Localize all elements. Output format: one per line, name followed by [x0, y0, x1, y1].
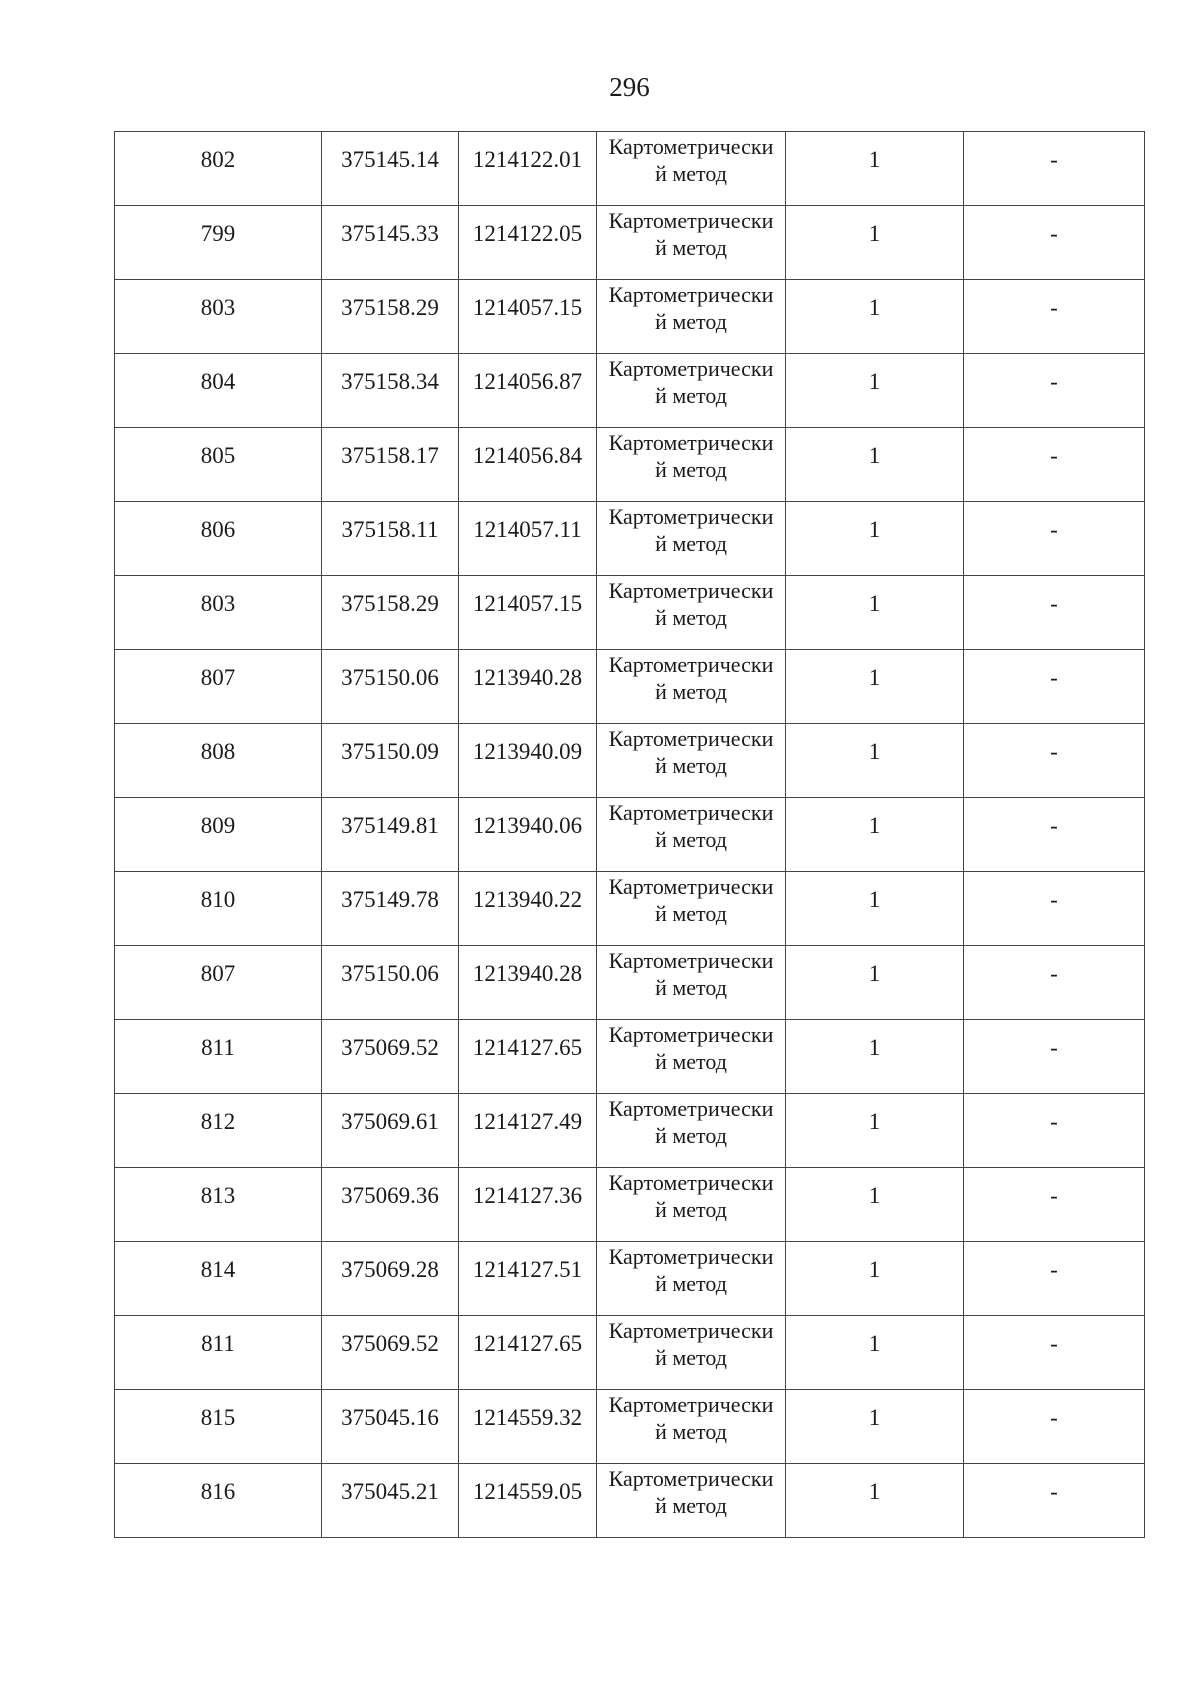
method-line-2: й метод — [655, 1049, 727, 1074]
method-line-2: й метод — [655, 753, 727, 778]
method-text — [601, 1391, 781, 1445]
method-line-2: й метод — [655, 1123, 727, 1148]
note-cell: - — [964, 502, 1145, 576]
method-text — [601, 873, 781, 927]
x-coordinate-cell: 375069.52 — [322, 1020, 459, 1094]
method-line-1: Картометрически — [608, 874, 774, 899]
accuracy-cell: 1 — [786, 1464, 964, 1538]
method-line-1: Картометрически — [608, 282, 774, 307]
table-row — [115, 428, 1145, 502]
method-line-2: й метод — [655, 1271, 727, 1296]
point-number-cell: 803 — [115, 576, 322, 650]
method-cell — [597, 206, 786, 280]
point-number-cell: 813 — [115, 1168, 322, 1242]
method-line-2: й метод — [655, 901, 727, 926]
method-cell — [597, 1390, 786, 1464]
method-cell — [597, 650, 786, 724]
method-line-1: Картометрически — [608, 578, 774, 603]
y-coordinate-cell: 1213940.28 — [459, 946, 597, 1020]
y-coordinate-cell: 1213940.22 — [459, 872, 597, 946]
method-cell — [597, 354, 786, 428]
y-coordinate-cell: 1214057.11 — [459, 502, 597, 576]
x-coordinate-cell: 375145.14 — [322, 132, 459, 206]
method-line-2: й метод — [655, 1345, 727, 1370]
y-coordinate-cell: 1214559.32 — [459, 1390, 597, 1464]
method-text — [601, 947, 781, 1001]
accuracy-cell: 1 — [786, 872, 964, 946]
method-line-2: й метод — [655, 1197, 727, 1222]
accuracy-cell: 1 — [786, 1094, 964, 1168]
y-coordinate-cell: 1214056.84 — [459, 428, 597, 502]
point-number-cell: 811 — [115, 1316, 322, 1390]
y-coordinate-cell: 1214559.05 — [459, 1464, 597, 1538]
accuracy-cell: 1 — [786, 280, 964, 354]
y-coordinate-cell: 1214056.87 — [459, 354, 597, 428]
method-text — [601, 207, 781, 261]
method-line-1: Картометрически — [608, 800, 774, 825]
method-text — [601, 1243, 781, 1297]
y-coordinate-cell: 1214127.49 — [459, 1094, 597, 1168]
method-line-2: й метод — [655, 531, 727, 556]
y-coordinate-cell: 1214127.36 — [459, 1168, 597, 1242]
point-number-cell: 803 — [115, 280, 322, 354]
note-cell: - — [964, 1242, 1145, 1316]
note-cell: - — [964, 206, 1145, 280]
method-line-1: Картометрически — [608, 356, 774, 381]
y-coordinate-cell: 1214057.15 — [459, 576, 597, 650]
x-coordinate-cell: 375158.29 — [322, 280, 459, 354]
method-cell — [597, 280, 786, 354]
method-line-2: й метод — [655, 1419, 727, 1444]
accuracy-cell: 1 — [786, 502, 964, 576]
note-cell: - — [964, 132, 1145, 206]
note-cell: - — [964, 650, 1145, 724]
point-number-cell: 810 — [115, 872, 322, 946]
method-line-2: й метод — [655, 457, 727, 482]
method-text — [601, 651, 781, 705]
x-coordinate-cell: 375150.09 — [322, 724, 459, 798]
accuracy-cell: 1 — [786, 428, 964, 502]
method-cell — [597, 1020, 786, 1094]
table-row — [115, 798, 1145, 872]
table-row — [115, 1390, 1145, 1464]
method-line-1: Картометрически — [608, 948, 774, 973]
method-line-1: Картометрически — [608, 208, 774, 233]
method-line-2: й метод — [655, 1493, 727, 1518]
table-row — [115, 1020, 1145, 1094]
note-cell: - — [964, 576, 1145, 650]
method-line-1: Картометрически — [608, 1244, 774, 1269]
table-row — [115, 1168, 1145, 1242]
x-coordinate-cell: 375069.36 — [322, 1168, 459, 1242]
method-text — [601, 355, 781, 409]
x-coordinate-cell: 375069.61 — [322, 1094, 459, 1168]
method-line-1: Картометрически — [608, 504, 774, 529]
note-cell: - — [964, 1316, 1145, 1390]
coordinates-table — [114, 131, 1145, 1538]
method-text — [601, 133, 781, 187]
table-row — [115, 354, 1145, 428]
method-line-1: Картометрически — [608, 1466, 774, 1491]
x-coordinate-cell: 375149.78 — [322, 872, 459, 946]
method-line-2: й метод — [655, 161, 727, 186]
y-coordinate-cell: 1213940.09 — [459, 724, 597, 798]
method-text — [601, 799, 781, 853]
point-number-cell: 804 — [115, 354, 322, 428]
table-row — [115, 1316, 1145, 1390]
table-row — [115, 502, 1145, 576]
method-cell — [597, 724, 786, 798]
method-text — [601, 1021, 781, 1075]
accuracy-cell: 1 — [786, 1020, 964, 1094]
point-number-cell: 809 — [115, 798, 322, 872]
accuracy-cell: 1 — [786, 576, 964, 650]
method-line-2: й метод — [655, 605, 727, 630]
note-cell: - — [964, 1020, 1145, 1094]
point-number-cell: 799 — [115, 206, 322, 280]
table-row — [115, 1094, 1145, 1168]
method-cell — [597, 1464, 786, 1538]
x-coordinate-cell: 375158.11 — [322, 502, 459, 576]
method-text — [601, 1169, 781, 1223]
note-cell: - — [964, 1094, 1145, 1168]
method-line-1: Картометрически — [608, 1096, 774, 1121]
point-number-cell: 807 — [115, 650, 322, 724]
method-line-1: Картометрически — [608, 1318, 774, 1343]
table-body — [115, 132, 1145, 1538]
method-text — [601, 577, 781, 631]
point-number-cell: 812 — [115, 1094, 322, 1168]
accuracy-cell: 1 — [786, 132, 964, 206]
method-line-2: й метод — [655, 975, 727, 1000]
method-cell — [597, 1242, 786, 1316]
note-cell: - — [964, 1168, 1145, 1242]
point-number-cell: 806 — [115, 502, 322, 576]
point-number-cell: 802 — [115, 132, 322, 206]
accuracy-cell: 1 — [786, 650, 964, 724]
y-coordinate-cell: 1213940.06 — [459, 798, 597, 872]
table-row — [115, 650, 1145, 724]
y-coordinate-cell: 1214127.51 — [459, 1242, 597, 1316]
table-row — [115, 1242, 1145, 1316]
note-cell: - — [964, 872, 1145, 946]
method-cell — [597, 428, 786, 502]
y-coordinate-cell: 1214057.15 — [459, 280, 597, 354]
point-number-cell: 816 — [115, 1464, 322, 1538]
note-cell: - — [964, 354, 1145, 428]
method-cell — [597, 1316, 786, 1390]
table-row — [115, 206, 1145, 280]
x-coordinate-cell: 375149.81 — [322, 798, 459, 872]
method-line-2: й метод — [655, 235, 727, 260]
x-coordinate-cell: 375069.28 — [322, 1242, 459, 1316]
accuracy-cell: 1 — [786, 206, 964, 280]
y-coordinate-cell: 1214127.65 — [459, 1316, 597, 1390]
table-row — [115, 280, 1145, 354]
table-row — [115, 946, 1145, 1020]
method-cell — [597, 132, 786, 206]
method-line-1: Картометрически — [608, 1392, 774, 1417]
method-line-2: й метод — [655, 309, 727, 334]
x-coordinate-cell: 375150.06 — [322, 650, 459, 724]
x-coordinate-cell: 375150.06 — [322, 946, 459, 1020]
x-coordinate-cell: 375045.21 — [322, 1464, 459, 1538]
method-line-1: Картометрически — [608, 1170, 774, 1195]
method-text — [601, 429, 781, 483]
table-row — [115, 132, 1145, 206]
note-cell: - — [964, 428, 1145, 502]
note-cell: - — [964, 946, 1145, 1020]
note-cell: - — [964, 724, 1145, 798]
point-number-cell: 811 — [115, 1020, 322, 1094]
accuracy-cell: 1 — [786, 1242, 964, 1316]
table-row — [115, 724, 1145, 798]
point-number-cell: 815 — [115, 1390, 322, 1464]
y-coordinate-cell: 1213940.28 — [459, 650, 597, 724]
y-coordinate-cell: 1214122.01 — [459, 132, 597, 206]
point-number-cell: 808 — [115, 724, 322, 798]
x-coordinate-cell: 375158.29 — [322, 576, 459, 650]
accuracy-cell: 1 — [786, 724, 964, 798]
method-cell — [597, 872, 786, 946]
method-line-1: Картометрически — [608, 652, 774, 677]
method-text — [601, 1317, 781, 1371]
accuracy-cell: 1 — [786, 1390, 964, 1464]
y-coordinate-cell: 1214127.65 — [459, 1020, 597, 1094]
accuracy-cell: 1 — [786, 1316, 964, 1390]
accuracy-cell: 1 — [786, 354, 964, 428]
accuracy-cell: 1 — [786, 1168, 964, 1242]
table-row — [115, 576, 1145, 650]
method-line-1: Картометрически — [608, 1022, 774, 1047]
method-line-2: й метод — [655, 679, 727, 704]
method-cell — [597, 576, 786, 650]
method-cell — [597, 1094, 786, 1168]
y-coordinate-cell: 1214122.05 — [459, 206, 597, 280]
method-text — [601, 1095, 781, 1149]
accuracy-cell: 1 — [786, 798, 964, 872]
method-line-1: Картометрически — [608, 726, 774, 751]
method-cell — [597, 502, 786, 576]
method-line-2: й метод — [655, 827, 727, 852]
method-text — [601, 503, 781, 557]
x-coordinate-cell: 375145.33 — [322, 206, 459, 280]
method-cell — [597, 798, 786, 872]
x-coordinate-cell: 375069.52 — [322, 1316, 459, 1390]
note-cell: - — [964, 280, 1145, 354]
point-number-cell: 814 — [115, 1242, 322, 1316]
note-cell: - — [964, 1464, 1145, 1538]
table-row — [115, 872, 1145, 946]
note-cell: - — [964, 1390, 1145, 1464]
method-line-1: Картометрически — [608, 430, 774, 455]
method-text — [601, 725, 781, 779]
accuracy-cell: 1 — [786, 946, 964, 1020]
x-coordinate-cell: 375045.16 — [322, 1390, 459, 1464]
point-number-cell: 805 — [115, 428, 322, 502]
method-line-1: Картометрически — [608, 134, 774, 159]
point-number-cell: 807 — [115, 946, 322, 1020]
method-text — [601, 281, 781, 335]
method-text — [601, 1465, 781, 1519]
x-coordinate-cell: 375158.34 — [322, 354, 459, 428]
method-line-2: й метод — [655, 383, 727, 408]
table-row — [115, 1464, 1145, 1538]
method-cell — [597, 946, 786, 1020]
x-coordinate-cell: 375158.17 — [322, 428, 459, 502]
method-cell — [597, 1168, 786, 1242]
page-number: 296 — [609, 72, 650, 102]
note-cell: - — [964, 798, 1145, 872]
